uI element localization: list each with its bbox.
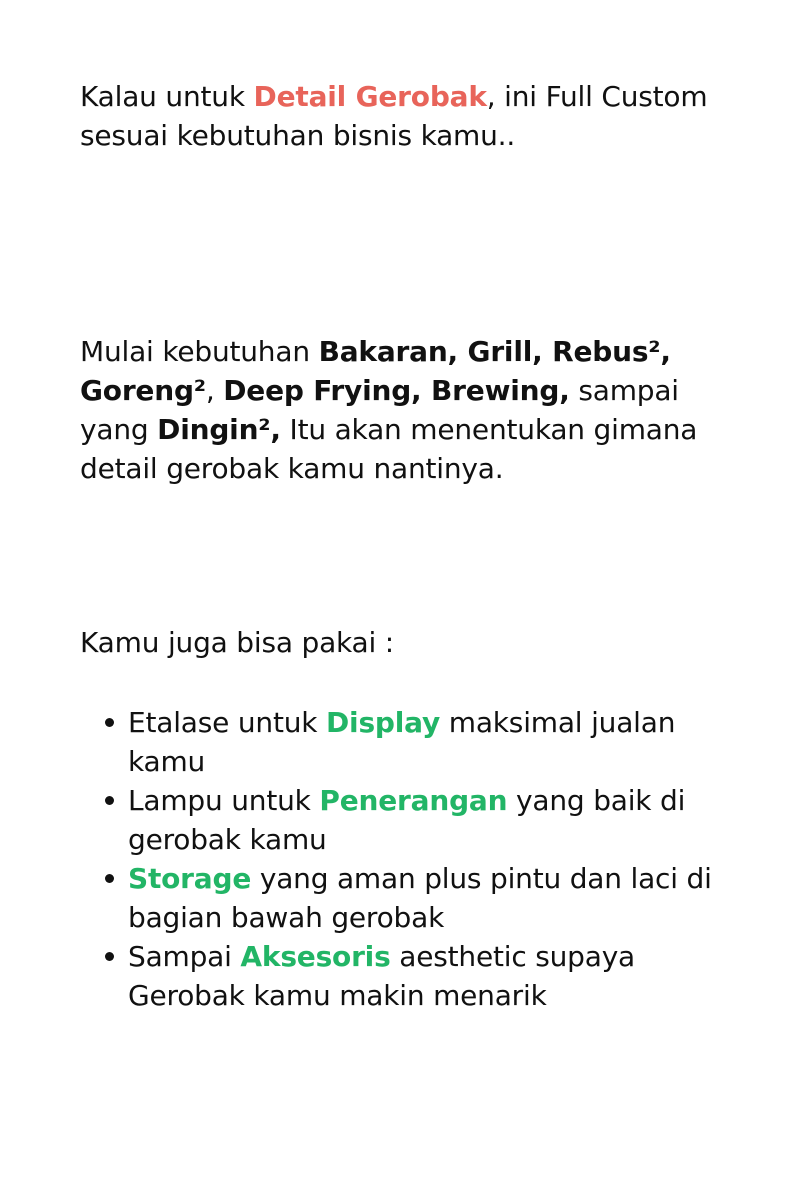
item-after: maksimal jualan kamu [128,706,676,778]
list-item [80,703,730,781]
item-after: yang baik di gerobak kamu [128,784,686,856]
needs-middle: sampai yang [80,374,679,446]
item-highlight: Penerangan [319,784,508,817]
bullet-icon [105,718,114,727]
item-highlight: Storage [128,862,252,895]
bullet-icon [105,874,114,883]
bullet-icon [105,796,114,805]
list-item [80,937,730,1015]
needs-separator: , [205,374,224,407]
needs-paragraph [80,332,730,488]
item-after: yang aman plus pintu dan laci di bagian bawah gerobak [128,862,712,934]
intro-prefix: Kalau untuk [80,80,254,113]
item-before: Lampu untuk [128,784,320,817]
needs-bold-3: Dingin², [157,413,281,446]
intro-highlight: Detail Gerobak [253,80,487,113]
list-item [80,781,730,859]
intro-suffix: , ini Full Custom sesuai kebutuhan bisnis kamu.. [80,80,708,152]
extras-heading: Kamu juga bisa pakai : [80,626,395,659]
intro-paragraph [80,77,730,155]
needs-bold-2: Deep Frying, Brewing, [223,374,570,407]
needs-prefix: Mulai kebutuhan [80,335,319,368]
needs-bold-1: Bakaran, Grill, Rebus², Goreng² [80,335,671,407]
list-item [80,859,730,937]
bullet-icon [105,952,114,961]
item-highlight: Display [326,706,441,739]
item-before: Etalase untuk [128,706,327,739]
needs-suffix: Itu akan menentukan gimana detail gerobak kamu nantinya. [80,413,698,485]
item-before: Sampai [128,940,241,973]
item-after: aesthetic supaya Gerobak kamu makin menarik [128,940,636,1012]
item-highlight: Aksesoris [240,940,391,973]
features-list [80,703,730,1015]
